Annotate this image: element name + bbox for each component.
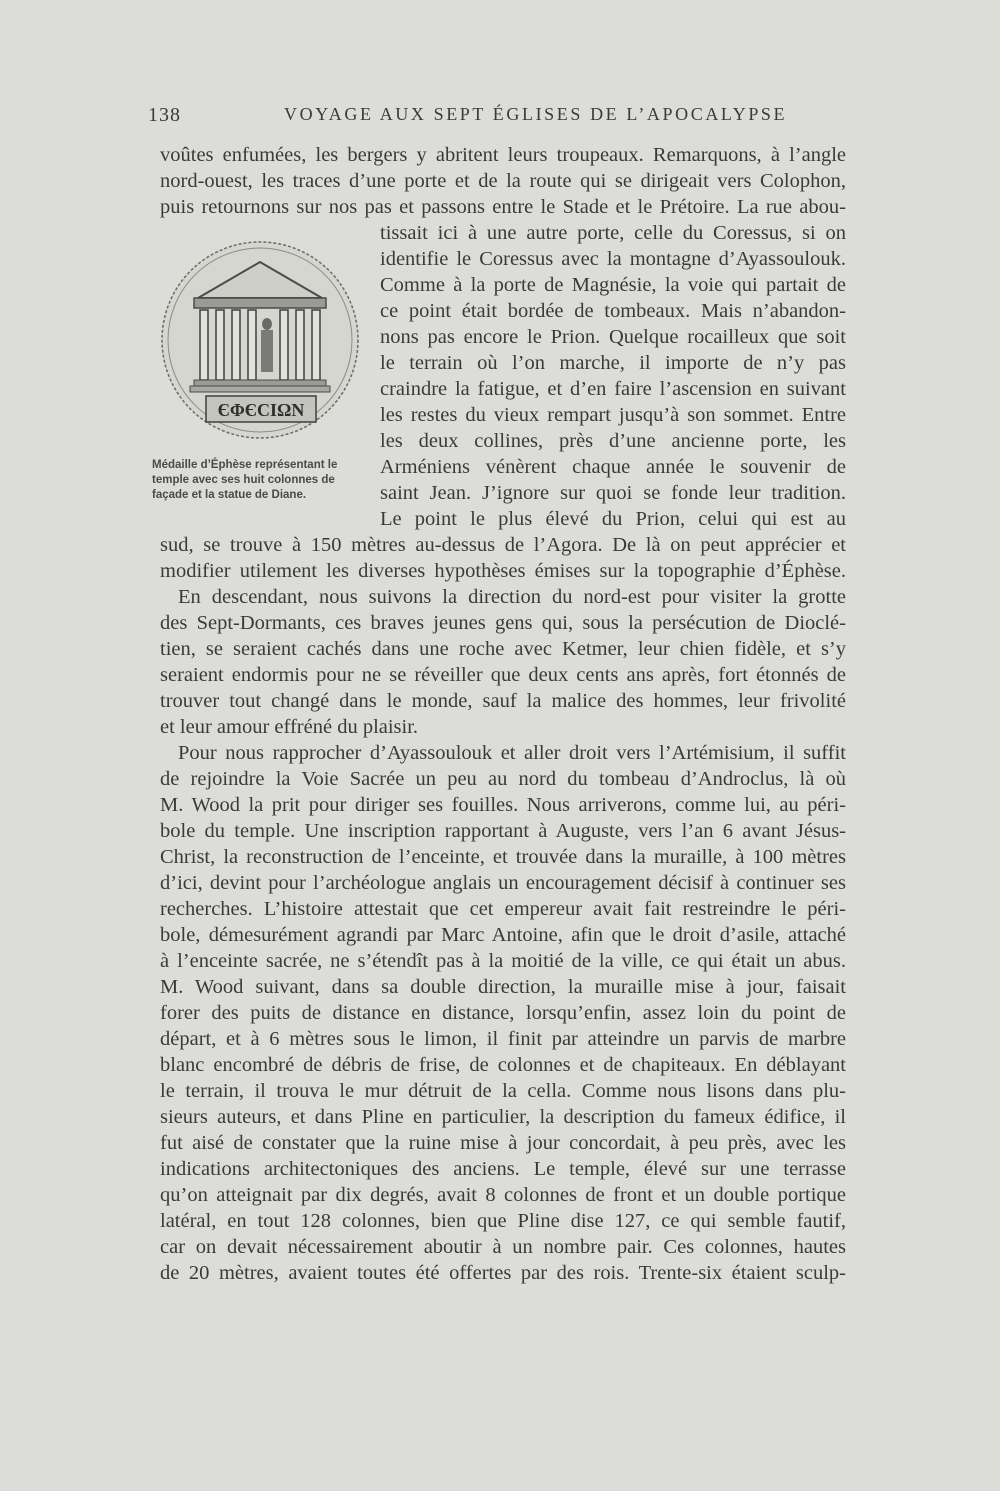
text-line: blanc encombré de débris de frise, de colonnes et de chapiteaux. En déblayant (160, 1054, 846, 1076)
running-title: VOYAGE AUX SEPT ÉGLISES DE L’APOCALYPSE (284, 104, 788, 124)
text-line: de 20 mètres, avaient toutes été offertes par des rois. Trente-six étaient sculp- (160, 1262, 846, 1284)
text-line: recherches. L’histoire attestait que cet empereur avait fait restreindre le péri- (160, 898, 846, 920)
text-line: Christ, la reconstruction de l’enceinte, et trouvée dans la muraille, à 100 mètres (160, 846, 846, 868)
text-line: identifie le Coressus avec la montagne d’Ayassoulouk. (380, 248, 846, 270)
caption-line: façade et la statue de Diane. (152, 489, 307, 501)
text-line: nord-ouest, les traces d’une porte et de la route qui se dirigeait vers Colophon, (160, 170, 846, 192)
text-line: de rejoindre la Voie Sacrée un peu au nord du tombeau d’Androclus, là où (160, 768, 846, 790)
text-line: craindre la fatigue, et d’en faire l’ascension en suivant (380, 378, 846, 400)
text-line: Pour nous rapprocher d’Ayassoulouk et aller droit vers l’Artémisium, il suffit (178, 742, 846, 764)
text-line: Le point le plus élevé du Prion, celui qui est au (380, 508, 846, 530)
text-line: indications architectoniques des anciens. Le temple, élevé sur une terrasse (160, 1158, 846, 1180)
text-line: les restes du vieux rempart jusqu’à son sommet. Entre (380, 404, 846, 426)
text-line: départ, et à 6 mètres sous le limon, il finit par atteindre un parvis de marbre (160, 1028, 846, 1050)
caption-line: Médaille d’Éphèse représentant le (152, 459, 338, 471)
text-line: ce point était bordée de tombeaux. Mais n’abandon- (380, 300, 846, 322)
text-line: M. Wood la prit pour diriger ses fouilles. Nous arriverons, comme lui, au péri- (160, 794, 846, 816)
text-line: et leur amour effréné du plaisir. (160, 716, 419, 738)
text-line: à l’enceinte sacrée, ne s’étendît pas à la moitié de la ville, ce qui était un abus. (160, 950, 846, 972)
text-line: puis retournons sur nos pas et passons entre le Stade et le Prétoire. La rue abou- (160, 196, 846, 218)
text-line: des Sept-Dormants, ces braves jeunes gens qui, sous la persécution de Dioclé- (160, 612, 846, 634)
text-line: trouver tout changé dans le monde, sauf la malice des hommes, leur frivolité (160, 690, 846, 712)
text-line: Arméniens vénèrent chaque année le souvenir de (380, 456, 846, 478)
text-line: les deux collines, près d’une ancienne porte, les (380, 430, 846, 452)
caption-line: temple avec ses huit colonnes de (152, 474, 335, 486)
text-line: le terrain, il trouva le mur détruit de la cella. Comme nous lisons dans plu- (160, 1080, 846, 1102)
text-line: voûtes enfumées, les bergers y abritent leurs troupeaux. Remarquons, à l’angle (160, 144, 846, 166)
coin-legend: ЄΦЄCIΩN (217, 400, 305, 420)
figure-caption (152, 458, 366, 503)
text-line: tien, se seraient cachés dans une roche avec Ketmer, leur chien fidèle, et s’y (160, 638, 846, 660)
text-line: le terrain où l’on marche, il importe de n’y pas (380, 352, 846, 374)
text-line: sud, se trouve à 150 mètres au-dessus de l’Agora. De là on peut apprécier et (160, 534, 846, 556)
running-head (148, 104, 848, 130)
text-line: car on devait nécessairement aboutir à un nombre pair. Ces colonnes, hautes (160, 1236, 846, 1258)
text-line: sieurs auteurs, et dans Pline en particulier, la description du fameux édifice, il (160, 1106, 846, 1128)
text-line: latéral, en tout 128 colonnes, bien que Pline dise 127, ce qui semble fautif, (160, 1210, 846, 1232)
text-line: fut aisé de constater que la ruine mise à jour concordait, à peu près, avec les (160, 1132, 846, 1154)
ephesus-coin-icon (150, 240, 368, 450)
text-line: Comme à la porte de Magnésie, la voie qui partait de (380, 274, 846, 296)
text-line: d’ici, devint pour l’archéologue anglais un encouragement décisif à continuer ses (160, 872, 846, 894)
page-number: 138 (148, 104, 181, 126)
text-line: forer des puits de distance en distance, lorsqu’enfin, assez loin du point de (160, 1002, 846, 1024)
text-line: saint Jean. J’ignore sur quoi se fonde leur tradition. (380, 482, 846, 504)
text-line: seraient endormis pour ne se réveiller que deux cents ans après, fort étonnés de (160, 664, 846, 686)
text-line: tissait ici à une autre porte, celle du Coressus, si on (380, 222, 846, 244)
text-line: nons pas encore le Prion. Quelque rocailleux que soit (380, 326, 846, 348)
text-line: En descendant, nous suivons la direction du nord-est pour visiter la grotte (178, 586, 846, 608)
text-line: bole du temple. Une inscription rapportant à Auguste, vers l’an 6 avant Jésus- (160, 820, 846, 842)
text-line: qu’on atteignait par dix degrés, avait 8 colonnes de front et un double portique (160, 1184, 846, 1206)
text-line: M. Wood suivant, dans sa double direction, la muraille mise à jour, faisait (160, 976, 846, 998)
text-line: modifier utilement les diverses hypothèses émises sur la topographie d’Éphèse. (160, 560, 846, 582)
text-line: bole, démesurément agrandi par Marc Antoine, afin que le droit d’asile, attaché (160, 924, 846, 946)
